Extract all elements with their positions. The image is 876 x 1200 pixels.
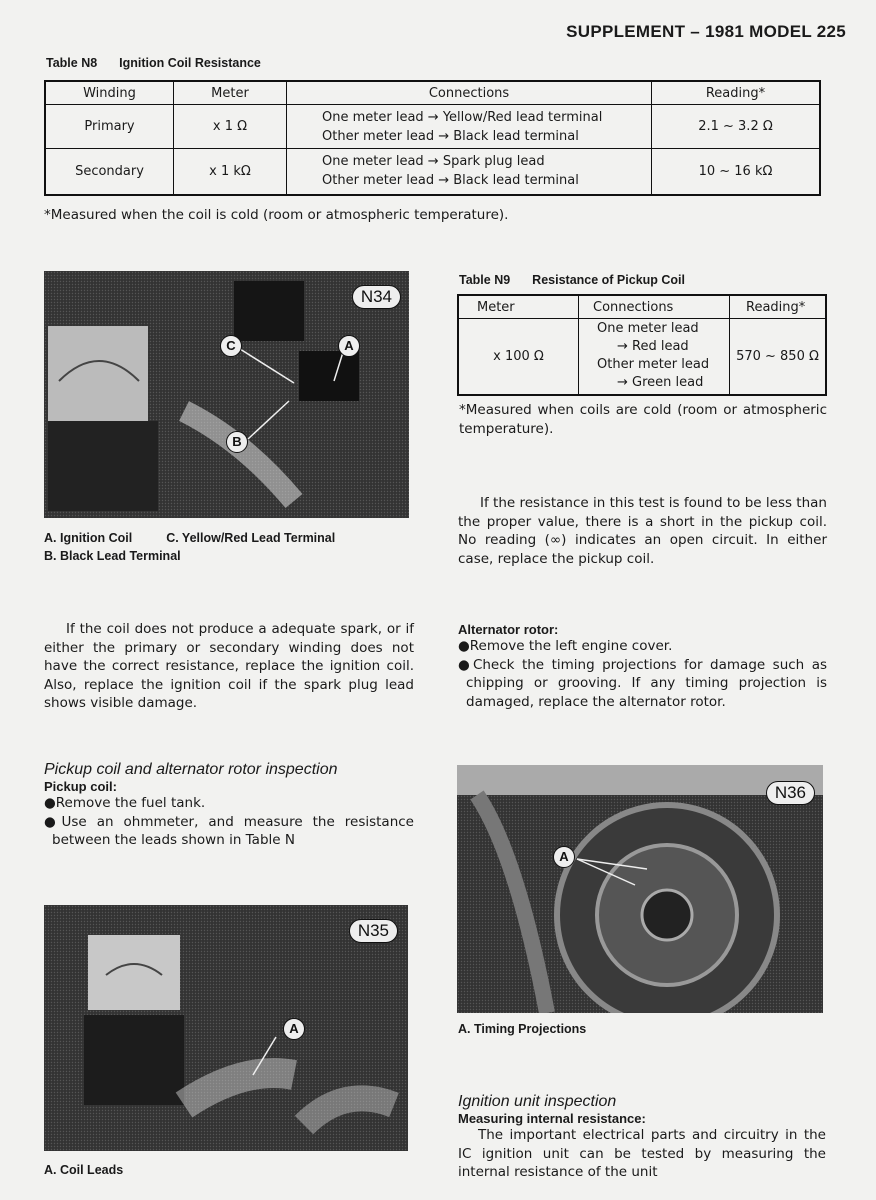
winding-cell: Primary bbox=[45, 105, 174, 149]
alternator-section bbox=[458, 622, 827, 711]
pickup-subheading: Pickup coil: bbox=[44, 779, 117, 794]
bullet-item: ●Remove the fuel tank. bbox=[44, 795, 206, 811]
ignition-coil-shape bbox=[299, 351, 359, 401]
connection-line: Other meter lead → Black lead terminal bbox=[322, 173, 579, 189]
header-cell: Connections bbox=[579, 295, 730, 319]
section-heading: Pickup coil and alternator rotor inspection bbox=[44, 761, 338, 778]
page-header: SUPPLEMENT – 1981 MODEL 225 bbox=[566, 22, 846, 41]
callout-b: B bbox=[226, 431, 248, 453]
table-header-row bbox=[45, 81, 820, 105]
bullet-item: ●Use an ohmmeter, and measure the resistance between the leads shown in Table N bbox=[44, 813, 414, 848]
table-n9-note: *Measured when coils are cold (room or atmospheric temperature). bbox=[459, 402, 827, 437]
photo-n34 bbox=[44, 271, 409, 518]
callout-a: A bbox=[338, 335, 360, 357]
photo-n35-illustration bbox=[44, 905, 408, 1151]
table-header-row bbox=[458, 295, 826, 319]
callout-a: A bbox=[283, 1018, 305, 1040]
alternator-subheading: Alternator rotor: bbox=[458, 622, 559, 637]
figure-n36-caption: A. Timing Projections bbox=[458, 1022, 587, 1036]
ignition-unit-section bbox=[458, 1093, 826, 1182]
connection-line: One meter lead → Spark plug lead bbox=[322, 154, 545, 170]
meter-face bbox=[48, 326, 148, 421]
figure-badge: N36 bbox=[766, 781, 815, 805]
table-row bbox=[45, 105, 820, 149]
connection-line: → Red lead bbox=[617, 339, 689, 355]
table-n8 bbox=[44, 80, 821, 196]
connection-line: → Green lead bbox=[617, 375, 704, 391]
coil-replace-paragraph: If the coil does not produce a adequate spark, or if either the primary or secondary winding does not have the correct resistance, replace the ignition coil. Also, replace the ignition coil if the spark plug lead shows visible damage. bbox=[44, 621, 414, 711]
table-n9-caption bbox=[459, 273, 685, 287]
table-n9 bbox=[457, 294, 827, 396]
meter-cell: x 1 Ω bbox=[174, 105, 287, 149]
figure-n35-caption: A. Coil Leads bbox=[44, 1163, 124, 1177]
ignition-subheading: Measuring internal resistance: bbox=[458, 1111, 646, 1126]
reading-cell: 570 ~ 850 Ω bbox=[730, 319, 827, 395]
section-heading: Ignition unit inspection bbox=[458, 1093, 617, 1110]
header-cell: Winding bbox=[45, 81, 174, 105]
bullet-item: ●Check the timing projections for damage such as chipping or grooving. If any timing projection is damaged, replace the alternator rotor. bbox=[458, 656, 827, 710]
connection-line: One meter lead → Yellow/Red lead terminal bbox=[322, 109, 603, 125]
table-n9-title: Resistance of Pickup Coil bbox=[532, 273, 685, 287]
photo-n36-illustration bbox=[457, 765, 823, 1013]
reading-cell: 2.1 ~ 3.2 Ω bbox=[652, 105, 821, 149]
ignition-paragraph: The important electrical parts and circuitry in the IC ignition unit can be tested by measuring the internal resistance of the unit bbox=[458, 1127, 826, 1180]
photo-n35 bbox=[44, 905, 408, 1151]
pickup-section bbox=[44, 761, 414, 850]
bullet-item: ●Remove the left engine cover. bbox=[458, 638, 673, 654]
connections-cell bbox=[287, 105, 652, 149]
connection-line: Other meter lead bbox=[597, 357, 710, 373]
caption-b: B. Black Lead Terminal bbox=[44, 549, 181, 563]
meter-face bbox=[88, 935, 180, 1010]
table-n8-title: Ignition Coil Resistance bbox=[119, 56, 261, 70]
header-cell: Connections bbox=[287, 81, 652, 105]
table-row bbox=[45, 149, 820, 195]
table-n8-label: Table N8 bbox=[46, 56, 98, 70]
photo-n36 bbox=[457, 765, 823, 1013]
table-row bbox=[458, 319, 826, 395]
table-n9-label: Table N9 bbox=[459, 273, 511, 287]
photo-n34-illustration bbox=[44, 271, 409, 518]
connections-cell bbox=[579, 319, 730, 395]
table-n8-note: *Measured when the coil is cold (room or atmospheric temperature). bbox=[44, 207, 509, 223]
callout-c: C bbox=[220, 335, 242, 357]
callout-a: A bbox=[553, 846, 575, 868]
connections-cell bbox=[287, 149, 652, 195]
header-cell: Reading* bbox=[730, 295, 827, 319]
table-n8-caption bbox=[46, 56, 261, 70]
header-cell: Reading* bbox=[652, 81, 821, 105]
figure-badge: N34 bbox=[352, 285, 401, 309]
reading-cell: 10 ~ 16 kΩ bbox=[652, 149, 821, 195]
header-cell: Meter bbox=[458, 295, 579, 319]
meter-cell: x 1 kΩ bbox=[174, 149, 287, 195]
caption-a: A. Ignition Coil bbox=[44, 531, 133, 545]
header-cell: Meter bbox=[174, 81, 287, 105]
meter-cell: x 100 Ω bbox=[458, 319, 579, 395]
connection-line: One meter lead bbox=[597, 321, 699, 337]
winding-cell: Secondary bbox=[45, 149, 174, 195]
caption-c: C. Yellow/Red Lead Terminal bbox=[166, 531, 336, 545]
connection-line: Other meter lead → Black lead terminal bbox=[322, 128, 579, 144]
pickup-result-paragraph: If the resistance in this test is found to be less than the proper value, there is a short in the pickup coil. No reading (∞) indicates an open circuit. In either case, replace the pickup coil. bbox=[458, 495, 827, 567]
figure-n34-caption bbox=[44, 529, 335, 565]
figure-badge: N35 bbox=[349, 919, 398, 943]
